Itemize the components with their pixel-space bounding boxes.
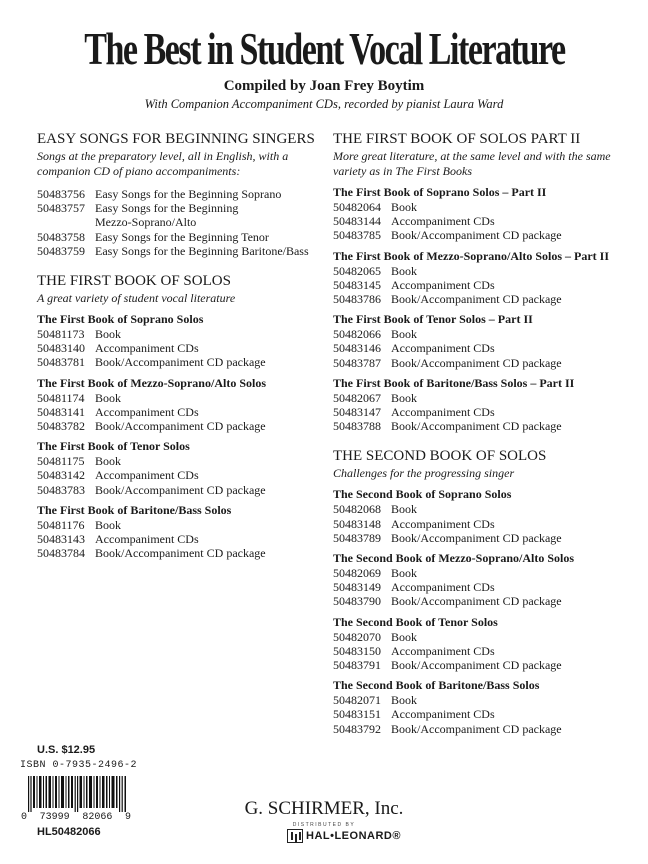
item-code: 50483781	[37, 355, 85, 370]
barcode-digit-group: 82066	[82, 812, 113, 823]
item-code: 50483140	[37, 341, 85, 356]
item-list	[37, 187, 322, 258]
list-item	[333, 630, 618, 644]
list-item	[333, 264, 618, 278]
item-code: 50481174	[37, 390, 85, 405]
item-desc: Book	[391, 327, 418, 342]
list-item	[37, 244, 322, 258]
list-item	[333, 707, 618, 721]
section-description: A great variety of student vocal literature	[37, 291, 236, 306]
section-first-book-part-2	[333, 131, 618, 433]
list-item	[37, 483, 322, 497]
list-item	[37, 327, 322, 341]
section-description: Challenges for the progressing singer	[333, 466, 515, 481]
list-item	[333, 722, 618, 736]
item-code: 50483756	[37, 187, 85, 201]
section-heading: EASY SONGS FOR BEGINNING SINGERS	[37, 131, 315, 147]
item-desc: Accompaniment CDs	[391, 341, 495, 356]
distributed-by-label: DISTRIBUTED BY	[292, 822, 356, 828]
item-desc: Book/Accompaniment CD package	[95, 355, 266, 370]
item-desc: Book	[391, 502, 418, 517]
item-code: 50483148	[333, 516, 381, 531]
publisher-name: G. SCHIRMER, Inc.	[244, 798, 404, 819]
item-desc: Book	[391, 566, 418, 581]
book-title: The Second Book of Soprano Solos	[333, 487, 512, 502]
item-code: 50483141	[37, 404, 85, 419]
item-desc: Accompaniment CDs	[95, 404, 199, 419]
item-code: 50482069	[333, 566, 381, 581]
section-description: Songs at the preparatory level, all in English, with a companion CD of piano accompaniments:	[37, 149, 289, 178]
item-desc: Book	[391, 390, 418, 405]
list-item	[333, 580, 618, 594]
item-code: 50482068	[333, 502, 381, 517]
distributor-logo	[287, 829, 401, 843]
item-code: 50483791	[333, 658, 381, 673]
item-desc: Accompaniment CDs	[95, 341, 199, 356]
book-title: The First Book of Tenor Solos	[37, 439, 190, 454]
right-column	[333, 131, 618, 751]
price-label: U.S. $12.95	[37, 744, 96, 756]
barcode-digit-group: 0	[21, 812, 28, 823]
item-desc: Accompaniment CDs	[391, 405, 495, 420]
isbn-label: ISBN 0-7935-2496-2	[20, 760, 138, 771]
list-item	[333, 517, 618, 531]
item-code: 50483786	[333, 292, 381, 307]
list-item	[333, 327, 618, 341]
list-item	[37, 454, 322, 468]
item-code: 50483151	[333, 707, 381, 722]
item-code: 50483146	[333, 341, 381, 356]
list-item	[333, 531, 618, 545]
list-item	[333, 214, 618, 228]
left-column	[37, 131, 322, 575]
item-code: 50483758	[37, 229, 85, 244]
item-desc: Book	[95, 390, 122, 405]
item-code: 50482070	[333, 629, 381, 644]
item-code: 50483790	[333, 594, 381, 609]
item-desc: Book/Accompaniment CD package	[391, 594, 562, 609]
item-desc: Book/Accompaniment CD package	[391, 658, 562, 673]
item-code: 50483785	[333, 228, 381, 243]
list-item	[333, 419, 618, 433]
list-item	[37, 187, 322, 201]
companion-note: With Companion Accompaniment CDs, recorded by pianist Laura Ward	[144, 97, 504, 111]
list-item	[333, 405, 618, 419]
item-code: 50483149	[333, 580, 381, 595]
item-desc: Book/Accompaniment CD package	[391, 355, 562, 370]
item-code: 50483757	[37, 201, 85, 216]
section-heading: THE FIRST BOOK OF SOLOS PART II	[333, 131, 581, 147]
compiler-credit: Compiled by Joan Frey Boytim	[223, 78, 425, 94]
item-desc: Book/Accompaniment CD package	[95, 419, 266, 434]
item-desc: Accompaniment CDs	[391, 580, 495, 595]
book-title: The First Book of Tenor Solos – Part II	[333, 312, 533, 327]
item-code: 50483782	[37, 419, 85, 434]
section-easy-songs	[37, 131, 322, 258]
item-desc: Book	[391, 693, 418, 708]
page-title: The Best in Student Vocal Literature	[84, 23, 565, 74]
list-item	[37, 532, 322, 546]
book-title: The Second Book of Tenor Solos	[333, 614, 498, 629]
list-item	[333, 566, 618, 580]
item-code: 50482066	[333, 327, 381, 342]
list-item	[333, 644, 618, 658]
list-item	[333, 292, 618, 306]
item-desc: Accompaniment CDs	[391, 707, 495, 722]
item-desc: Accompaniment CDs	[95, 468, 199, 483]
list-item	[333, 502, 618, 516]
item-code: 50483792	[333, 721, 381, 736]
item-code: 50483145	[333, 277, 381, 292]
list-item	[333, 228, 618, 242]
list-item	[37, 468, 322, 482]
distributor-name: HAL•LEONARD®	[306, 830, 401, 842]
list-item	[333, 594, 618, 608]
list-item	[37, 391, 322, 405]
item-desc: Easy Songs for the Beginning Soprano	[95, 187, 282, 201]
list-item	[333, 693, 618, 707]
list-item	[37, 341, 322, 355]
book-title: The First Book of Baritone/Bass Solos	[37, 502, 232, 517]
item-desc: Easy Songs for the Beginning Mezzo-Soprano/Alto	[95, 201, 239, 230]
item-desc: Book	[391, 200, 418, 214]
list-item	[333, 356, 618, 370]
book-title: The First Book of Mezzo-Soprano/Alto Solos	[37, 375, 266, 390]
book-title: The Second Book of Mezzo-Soprano/Alto Solos	[333, 551, 575, 566]
item-code: 50481173	[37, 327, 85, 342]
item-code: 50481175	[37, 454, 85, 469]
section-heading: THE FIRST BOOK OF SOLOS	[37, 273, 231, 290]
item-desc: Accompaniment CDs	[391, 643, 495, 658]
item-desc: Book/Accompaniment CD package	[391, 721, 562, 736]
item-desc: Easy Songs for the Beginning Tenor	[95, 229, 269, 244]
book-title: The First Book of Mezzo-Soprano/Alto Solos – Part II	[333, 248, 609, 263]
book-title: The First Book of Soprano Solos – Part II	[333, 185, 547, 199]
item-desc: Book	[95, 327, 122, 342]
list-item	[37, 546, 322, 560]
item-code: 50482064	[333, 200, 381, 214]
book-title: The First Book of Soprano Solos	[37, 312, 204, 327]
item-code: 50482071	[333, 693, 381, 708]
item-desc: Accompaniment CDs	[391, 516, 495, 531]
product-code: HL50482066	[37, 826, 101, 838]
book-title: The Second Book of Baritone/Bass Solos	[333, 678, 540, 693]
item-desc: Accompaniment CDs	[95, 532, 199, 547]
item-code: 50481176	[37, 517, 85, 532]
item-desc: Book/Accompaniment CD package	[95, 482, 266, 497]
item-desc: Book/Accompaniment CD package	[391, 292, 562, 307]
item-code: 50482067	[333, 390, 381, 405]
item-code: 50483788	[333, 419, 381, 434]
list-item	[37, 518, 322, 532]
list-item	[37, 419, 322, 433]
item-code: 50483142	[37, 468, 85, 483]
item-code: 50483147	[333, 405, 381, 420]
item-code: 50483784	[37, 546, 85, 561]
item-desc: Easy Songs for the Beginning Baritone/Bass	[95, 243, 309, 258]
list-item	[333, 391, 618, 405]
item-code: 50483789	[333, 530, 381, 545]
list-item	[333, 200, 618, 214]
list-item	[37, 230, 322, 244]
item-desc: Book/Accompaniment CD package	[391, 228, 562, 243]
item-code: 50483150	[333, 643, 381, 658]
item-desc: Book	[95, 454, 122, 469]
barcode-digit-group: 9	[124, 812, 131, 823]
item-desc: Book/Accompaniment CD package	[391, 419, 562, 434]
item-code: 50482065	[333, 263, 381, 278]
list-item	[37, 355, 322, 369]
item-code: 50483783	[37, 482, 85, 497]
item-code: 50483787	[333, 355, 381, 370]
item-desc: Book	[391, 263, 418, 278]
item-desc: Accompaniment CDs	[391, 214, 495, 229]
item-code: 50483143	[37, 532, 85, 547]
barcode-digit-group: 73999	[39, 812, 70, 823]
item-desc: Book/Accompaniment CD package	[95, 546, 266, 561]
list-item	[333, 341, 618, 355]
item-code: 50483144	[333, 214, 381, 229]
section-first-book	[37, 273, 322, 560]
item-code: 50483759	[37, 243, 85, 258]
item-desc: Accompaniment CDs	[391, 277, 495, 292]
section-heading: THE SECOND BOOK OF SOLOS	[333, 448, 547, 465]
hal-leonard-icon	[287, 829, 303, 843]
item-desc: Book	[95, 517, 122, 532]
section-second-book	[333, 448, 618, 735]
item-desc: Book	[391, 629, 418, 644]
list-item	[37, 405, 322, 419]
list-item	[333, 278, 618, 292]
section-description: More great literature, at the same level and with the same variety as in The First Books	[333, 149, 611, 178]
book-title: The First Book of Baritone/Bass Solos – Part II	[333, 375, 575, 390]
list-item	[333, 658, 618, 672]
list-item	[37, 201, 322, 229]
item-desc: Book/Accompaniment CD package	[391, 530, 562, 545]
